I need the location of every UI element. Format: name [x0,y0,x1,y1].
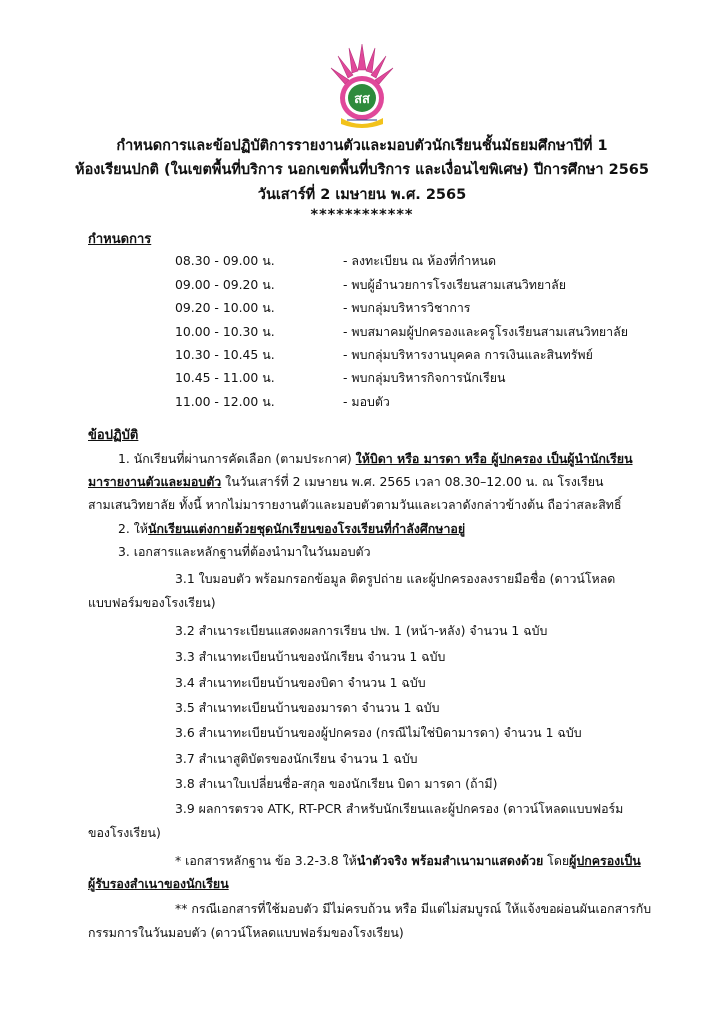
rule-3: 3. เอกสารและหลักฐานที่ต้องนำมาในวันมอบตัว [118,544,371,559]
schedule-activity: - ลงทะเบียน ณ ห้องที่กำหนด [343,253,497,268]
document-item-3-7: 3.7 สำเนาสูติบัตรของนักเรียน จำนวน 1 ฉบับ [175,751,418,766]
rule-2 [118,521,465,537]
note-1-emphasis: ผู้ปกครองเป็น [569,853,641,868]
schedule-activity: - พบกลุ่มบริหารวิชาการ [343,300,471,315]
note-2-line-1: ** กรณีเอกสารที่ใช้มอบตัว มีไม่ครบถ้วน หรือ มีแต่ไม่สมบูรณ์ ให้แจ้งขอผ่อนผันเอกสารกับ [175,901,652,916]
schedule-time: 09.20 - 10.00 น. [175,300,275,315]
document-item-3-1-cont: แบบฟอร์มของโรงเรียน) [88,595,216,610]
svg-text:สส: สส [354,92,370,107]
document-item-3-3: 3.3 สำเนาทะเบียนบ้านของนักเรียน จำนวน 1 ฉบับ [175,649,446,664]
schedule-time: 08.30 - 09.00 น. [175,253,275,268]
note-1-line-2: ผู้รับรองสำเนาของนักเรียน [88,876,229,891]
schedule-activity: - มอบตัว [343,394,390,409]
rule-1-date-text: ในวันเสาร์ที่ 2 เมษายน พ.ศ. 2565 เวลา 08.30–12.00 น. ณ โรงเรียน [221,474,604,489]
school-emblem-logo [327,40,397,128]
schedule-time: 10.00 - 10.30 น. [175,324,275,339]
document-title-line-1: กำหนดการและข้อปฏิบัติการรายงานตัวและมอบตัวนักเรียนชั้นมัธยมศึกษาปีที่ 1 [116,138,608,154]
schedule-time: 10.45 - 11.00 น. [175,370,275,385]
note-2-line-2: กรรมการในวันมอบตัว (ดาวน์โหลดแบบฟอร์มของโรงเรียน) [88,925,404,940]
document-item-3-1: 3.1 ใบมอบตัว พร้อมกรอกข้อมูล ติดรูปถ่าย และผู้ปกครองลงรายมือชื่อ (ดาวน์โหลด [175,571,616,586]
document-item-3-6: 3.6 สำเนาทะเบียนบ้านของผู้ปกครอง (กรณีไม่ใช่บิดามารดา) จำนวน 1 ฉบับ [175,725,582,740]
schedule-time: 11.00 - 12.00 น. [175,394,275,409]
title-separator-stars: ************ [310,207,414,223]
note-1-line-1 [175,853,641,869]
rules-heading: ข้อปฏิบัติ [88,428,139,443]
schedule-activity: - พบกลุ่มบริหารงานบุคคล การเงินและสินทรัพย์ [343,347,593,362]
schedule-heading: กำหนดการ [88,232,152,247]
rule-2-prefix: 2. ให้ [118,521,148,536]
rule-1-line-3: สามเสนวิทยาลัย ทั้งนี้ หากไม่มารายงานตัวและมอบตัวตามวันและเวลาดังกล่าวข้างต้น ถือว่าสละสิทธิ์ [88,497,622,512]
document-item-3-5: 3.5 สำเนาทะเบียนบ้านของมารดา จำนวน 1 ฉบับ [175,700,440,715]
schedule-time: 09.00 - 09.20 น. [175,277,275,292]
document-title-line-2: ห้องเรียนปกติ (ในเขตพื้นที่บริการ นอกเขตพื้นที่บริการ และเงื่อนไขพิเศษ) ปีการศึกษา 2565 [75,162,649,178]
rule-1-emphasis: ให้บิดา หรือ มารดา หรือ ผู้ปกครอง เป็นผู้นำนักเรียน [355,451,633,466]
document-item-3-8: 3.8 สำเนาใบเปลี่ยนชื่อ-สกุล ของนักเรียน บิดา มารดา (ถ้ามี) [175,776,498,791]
schedule-activity: - พบสมาคมผู้ปกครองและครูโรงเรียนสามเสนวิทยาลัย [343,324,628,339]
rule-1-emphasis-cont: มารายงานตัวและมอบตัว [88,474,222,489]
document-item-3-2: 3.2 สำเนาระเบียนแสดงผลการเรียน ปพ. 1 (หน้า-หลัง) จำนวน 1 ฉบับ [175,623,548,638]
rule-1-line-2 [88,474,603,490]
schedule-activity: - พบผู้อำนวยการโรงเรียนสามเสนวิทยาลัย [343,277,567,292]
document-item-3-9: 3.9 ผลการตรวจ ATK, RT-PCR สำหรับนักเรียนและผู้ปกครอง (ดาวน์โหลดแบบฟอร์ม [175,801,624,816]
note-1-bold: นำตัวจริง พร้อมสำเนามาแสดงด้วย [356,853,544,868]
rule-1-text: 1. นักเรียนที่ผ่านการคัดเลือก (ตามประกาศ) [118,451,356,466]
document-item-3-4: 3.4 สำเนาทะเบียนบ้านของบิดา จำนวน 1 ฉบับ [175,675,426,690]
note-1-text: * เอกสารหลักฐาน ข้อ 3.2-3.8 ให้ [175,853,357,868]
schedule-activity: - พบกลุ่มบริหารกิจการนักเรียน [343,370,506,385]
note-1-by: โดย [543,853,570,868]
document-item-3-9-cont: ของโรงเรียน) [88,825,161,840]
rule-2-emphasis: นักเรียนแต่งกายด้วยชุดนักเรียนของโรงเรียนที่กำลังศึกษาอยู่ [147,521,466,536]
rule-1-line-1 [118,451,633,467]
schedule-time: 10.30 - 10.45 น. [175,347,275,362]
document-title-date: วันเสาร์ที่ 2 เมษายน พ.ศ. 2565 [257,187,467,203]
